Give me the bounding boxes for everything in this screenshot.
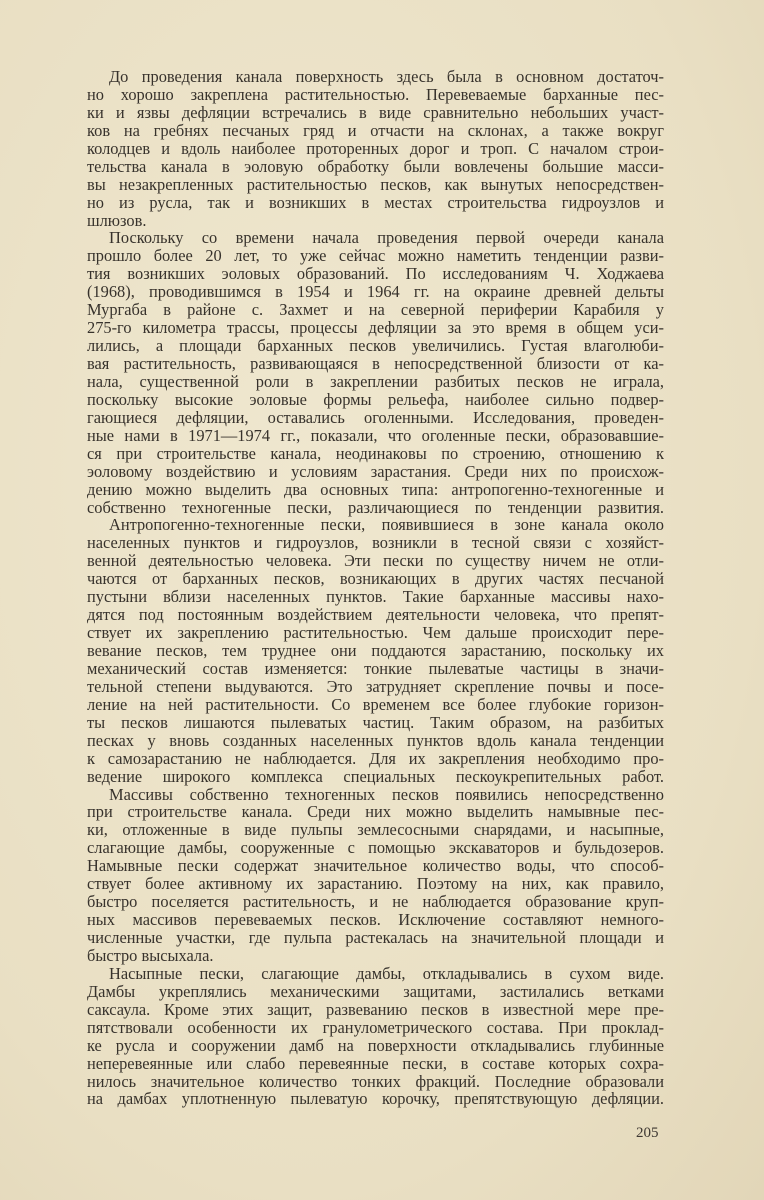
text-line: ствует их закреплению растительностью. Чем дальше происходит пере- <box>87 623 664 643</box>
paragraph <box>87 68 664 229</box>
text-line: собственно техногенные пески, различающиеся по тенденции развития. <box>87 497 664 517</box>
text-line: Массивы собственно техногенных песков появились непосредственно <box>109 784 664 804</box>
text-line: прошло более 20 лет, то уже сейчас можно наметить тенденции разви- <box>87 246 664 266</box>
text-line: Антропогенно-техногенные пески, появившиеся в зоне канала около <box>109 515 664 535</box>
text-line: тельной степени выдуваются. Это затрудняет скрепление почвы и посе- <box>87 676 664 696</box>
text-line: Мургаба в районе с. Захмет и на северной периферии Карабиля у <box>87 300 664 320</box>
paragraph <box>87 516 664 785</box>
text-line: при строительстве канала. Среди них можно выделить намывные пес- <box>87 802 664 822</box>
paragraph <box>87 229 664 516</box>
text-line: ные нами в 1971—1974 гг., показали, что оголенные пески, образовавшие- <box>87 425 664 445</box>
text-line: эоловому воздействию и условиям зарастания. Среди них по происхож- <box>87 461 664 481</box>
text-line: поскольку высокие эоловые формы рельефа, наиболее сильно подвер- <box>87 389 664 409</box>
text-line: чаются от барханных песков, возникающих в других частях песчаной <box>87 569 664 589</box>
text-line: тия возникших эоловых образований. По исследованиям Ч. Ходжаева <box>87 264 664 284</box>
text-line: населенных пунктов и гидроузлов, возникли в тесной связи с хозяйст- <box>87 533 664 553</box>
text-line: ление на ней растительности. Со временем все более глубокие горизон- <box>87 694 664 714</box>
text-line: колодцев и вдоль наиболее проторенных дорог и троп. С началом строи- <box>87 138 664 158</box>
text-line: 275-го километра трассы, процессы дефляции за это время в общем уси- <box>87 318 664 338</box>
text-line: ся при строительстве канала, неодинаковы по строению, отношению к <box>87 443 664 463</box>
text-line: дению можно выделить два основных типа: антропогенно-техногенные и <box>87 479 664 499</box>
text-line: быстро высыхала. <box>87 945 214 965</box>
text-line: Насыпные пески, слагающие дамбы, откладывались в сухом виде. <box>109 963 664 983</box>
text-line: песках у вновь созданных населенных пунктов вдоль канала тенденции <box>87 730 664 750</box>
paragraph <box>87 786 664 965</box>
text-line: вая растительность, развивающаяся в непосредственной близости от ка- <box>87 354 664 373</box>
text-line: (1968), проводившимся в 1954 и 1964 гг. на окраине древней дельты <box>87 282 664 302</box>
text-line: численные участки, где пульпа растекалась на значительной площади и <box>87 928 664 947</box>
text-line: Дамбы укреплялись механическими защитами, застилались ветками <box>87 981 664 1001</box>
text-line: ке русла и сооружении дамб на поверхности откладывались глубинные <box>87 1035 664 1055</box>
text-line: механический состав изменяется: тонкие пылеватые частицы в значи- <box>87 658 664 678</box>
text-line: До проведения канала поверхность здесь была в основном достаточ- <box>109 67 664 86</box>
text-line: ных массивов перевеваемых песков. Исключение составляют немного- <box>87 910 664 930</box>
text-line: неперевеянные или слабо перевеянные пески, в составе которых сохра- <box>87 1053 664 1073</box>
page-body <box>87 68 664 1108</box>
paragraph <box>87 965 664 1109</box>
text-line: ков на гребнях песчаных гряд и отчасти на склонах, а также вокруг <box>87 120 664 140</box>
text-line: слагающие дамбы, сооруженные с помощью экскаваторов и бульдозеров. <box>87 838 664 858</box>
text-line: но хорошо закреплена растительностью. Перевеваемые барханные пес- <box>87 84 664 104</box>
text-line: пятствовали особенности их гранулометрического состава. При проклад- <box>87 1017 664 1037</box>
text-line: на дамбах уплотненную пылеватую корочку, препятствующую дефляции. <box>87 1089 664 1109</box>
text-line: Поскольку со времени начала проведения первой очереди канала <box>109 228 664 248</box>
text-line: быстро поселяется растительность, и не наблюдается образование круп- <box>87 892 664 912</box>
text-line: тельства канала в эоловую обработку были вовлечены большие масси- <box>87 156 664 176</box>
text-line: дятся под постоянным воздействием деятельности человека, что препят- <box>87 605 664 625</box>
text-line: ведение широкого комплекса специальных пескоукрепительных работ. <box>87 766 664 786</box>
text-line: вевание песков, тем труднее они поддаются зарастанию, поскольку их <box>87 641 664 660</box>
text-line: ки и язвы дефляции встречались в виде сравнительно небольших участ- <box>87 102 664 122</box>
text-line: саксаула. Кроме этих защит, развеванию песков в известной мере пре- <box>87 999 664 1019</box>
text-line: ты песков лишаются пылеватых частиц. Таким образом, на разбитых <box>87 712 664 732</box>
text-line: нала, существенной роли в закреплении разбитых песков не играла, <box>87 371 664 391</box>
text-line: нилось значительное количество тонких фракций. Последние образовали <box>87 1071 664 1091</box>
text-line: лились, а площади барханных песков увеличились. Густая влаголюби- <box>87 336 664 356</box>
text-line: гающиеся дефляции, оставались оголенными. Исследования, проведен- <box>87 407 664 427</box>
text-line: венной деятельностью человека. Эти пески по существу ничем не отли- <box>87 551 664 571</box>
text-line: к самозарастанию не наблюдается. Для их закрепления необходимо про- <box>87 748 664 768</box>
text-line: шлюзов. <box>87 210 147 230</box>
text-line: пустыни вблизи населенных пунктов. Такие барханные массивы нахо- <box>87 587 664 607</box>
page-number: 205 <box>636 1125 659 1141</box>
text-line: ствует более активному их зарастанию. Поэтому на них, как правило, <box>87 874 664 894</box>
text-line: ки, отложенные в виде пульпы землесосными снарядами, и насыпные, <box>87 820 664 840</box>
text-line: Намывные пески содержат значительное количество воды, что способ- <box>87 856 664 876</box>
text-line: но из русла, так и возникших в местах строительства гидроузлов и <box>87 192 664 212</box>
text-line: вы незакрепленных растительностью песков, как вынутых непосредствен- <box>87 174 664 194</box>
